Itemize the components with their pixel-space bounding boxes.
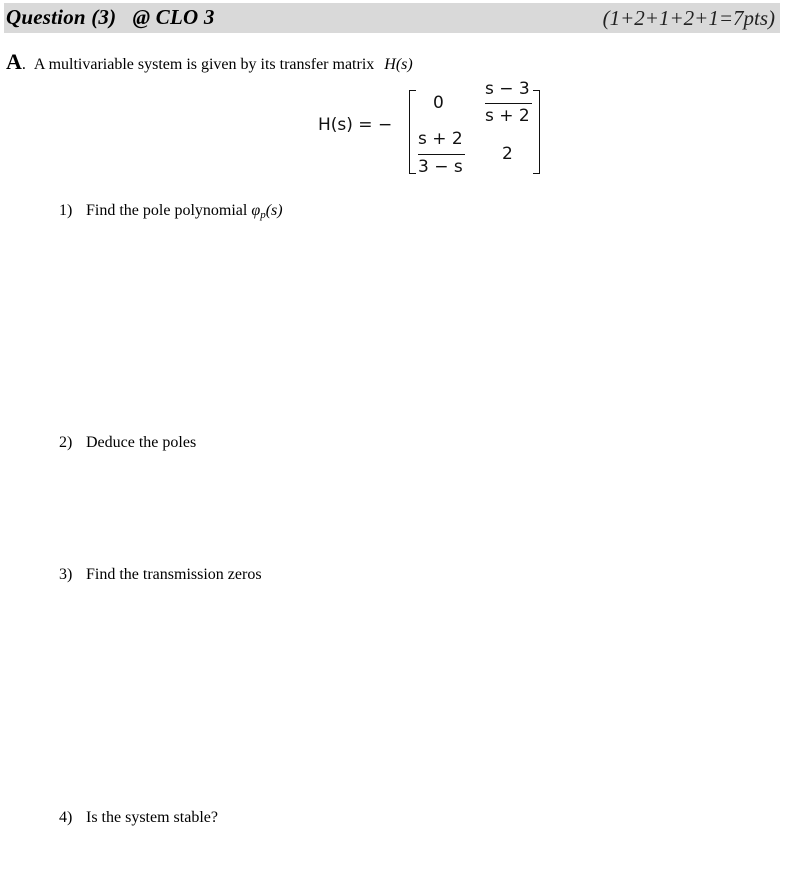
question-title: Question (3) @ CLO 3 <box>6 5 215 29</box>
matrix-entry-r1c1: 0 <box>433 93 444 113</box>
points-breakdown: (1+2+1+2+1=7pts) <box>602 6 775 30</box>
part-a-statement <box>6 49 413 75</box>
item-number: 4) <box>59 809 73 826</box>
phi-argument: (s) <box>265 202 283 219</box>
sub-question-4 <box>59 809 218 827</box>
matrix-entry-r2c2: 2 <box>502 144 513 164</box>
phi-symbol: φ <box>251 202 261 219</box>
matrix-entry-r1c2-numerator: s − 3 <box>485 79 530 99</box>
item-text: Deduce the poles <box>86 434 197 451</box>
item-number: 3) <box>59 566 73 583</box>
part-separator: . <box>21 56 26 73</box>
fraction-bar <box>418 154 465 155</box>
equation-lhs: H(s) = − <box>318 115 393 135</box>
part-letter: A <box>6 49 22 74</box>
matrix-entry-r2c1-denominator: 3 − s <box>418 157 463 177</box>
item-text: Find the transmission zeros <box>86 566 262 583</box>
phi-subscript: p <box>260 209 266 221</box>
sub-question-1 <box>59 202 283 221</box>
matrix-entry-r1c2-denominator: s + 2 <box>485 106 530 126</box>
item-number: 1) <box>59 202 73 219</box>
transfer-matrix-symbol: H(s) <box>384 56 413 73</box>
item-text: Find the pole polynomial <box>86 202 248 219</box>
part-description: A multivariable system is given by its transfer matrix <box>33 56 375 73</box>
item-number: 2) <box>59 434 73 451</box>
fraction-bar <box>485 103 532 104</box>
item-text: Is the system stable? <box>86 809 218 826</box>
sub-question-3 <box>59 566 262 584</box>
sub-question-2 <box>59 434 196 452</box>
left-bracket <box>409 90 416 174</box>
right-bracket <box>533 90 540 174</box>
matrix-entry-r2c1-numerator: s + 2 <box>418 129 463 149</box>
